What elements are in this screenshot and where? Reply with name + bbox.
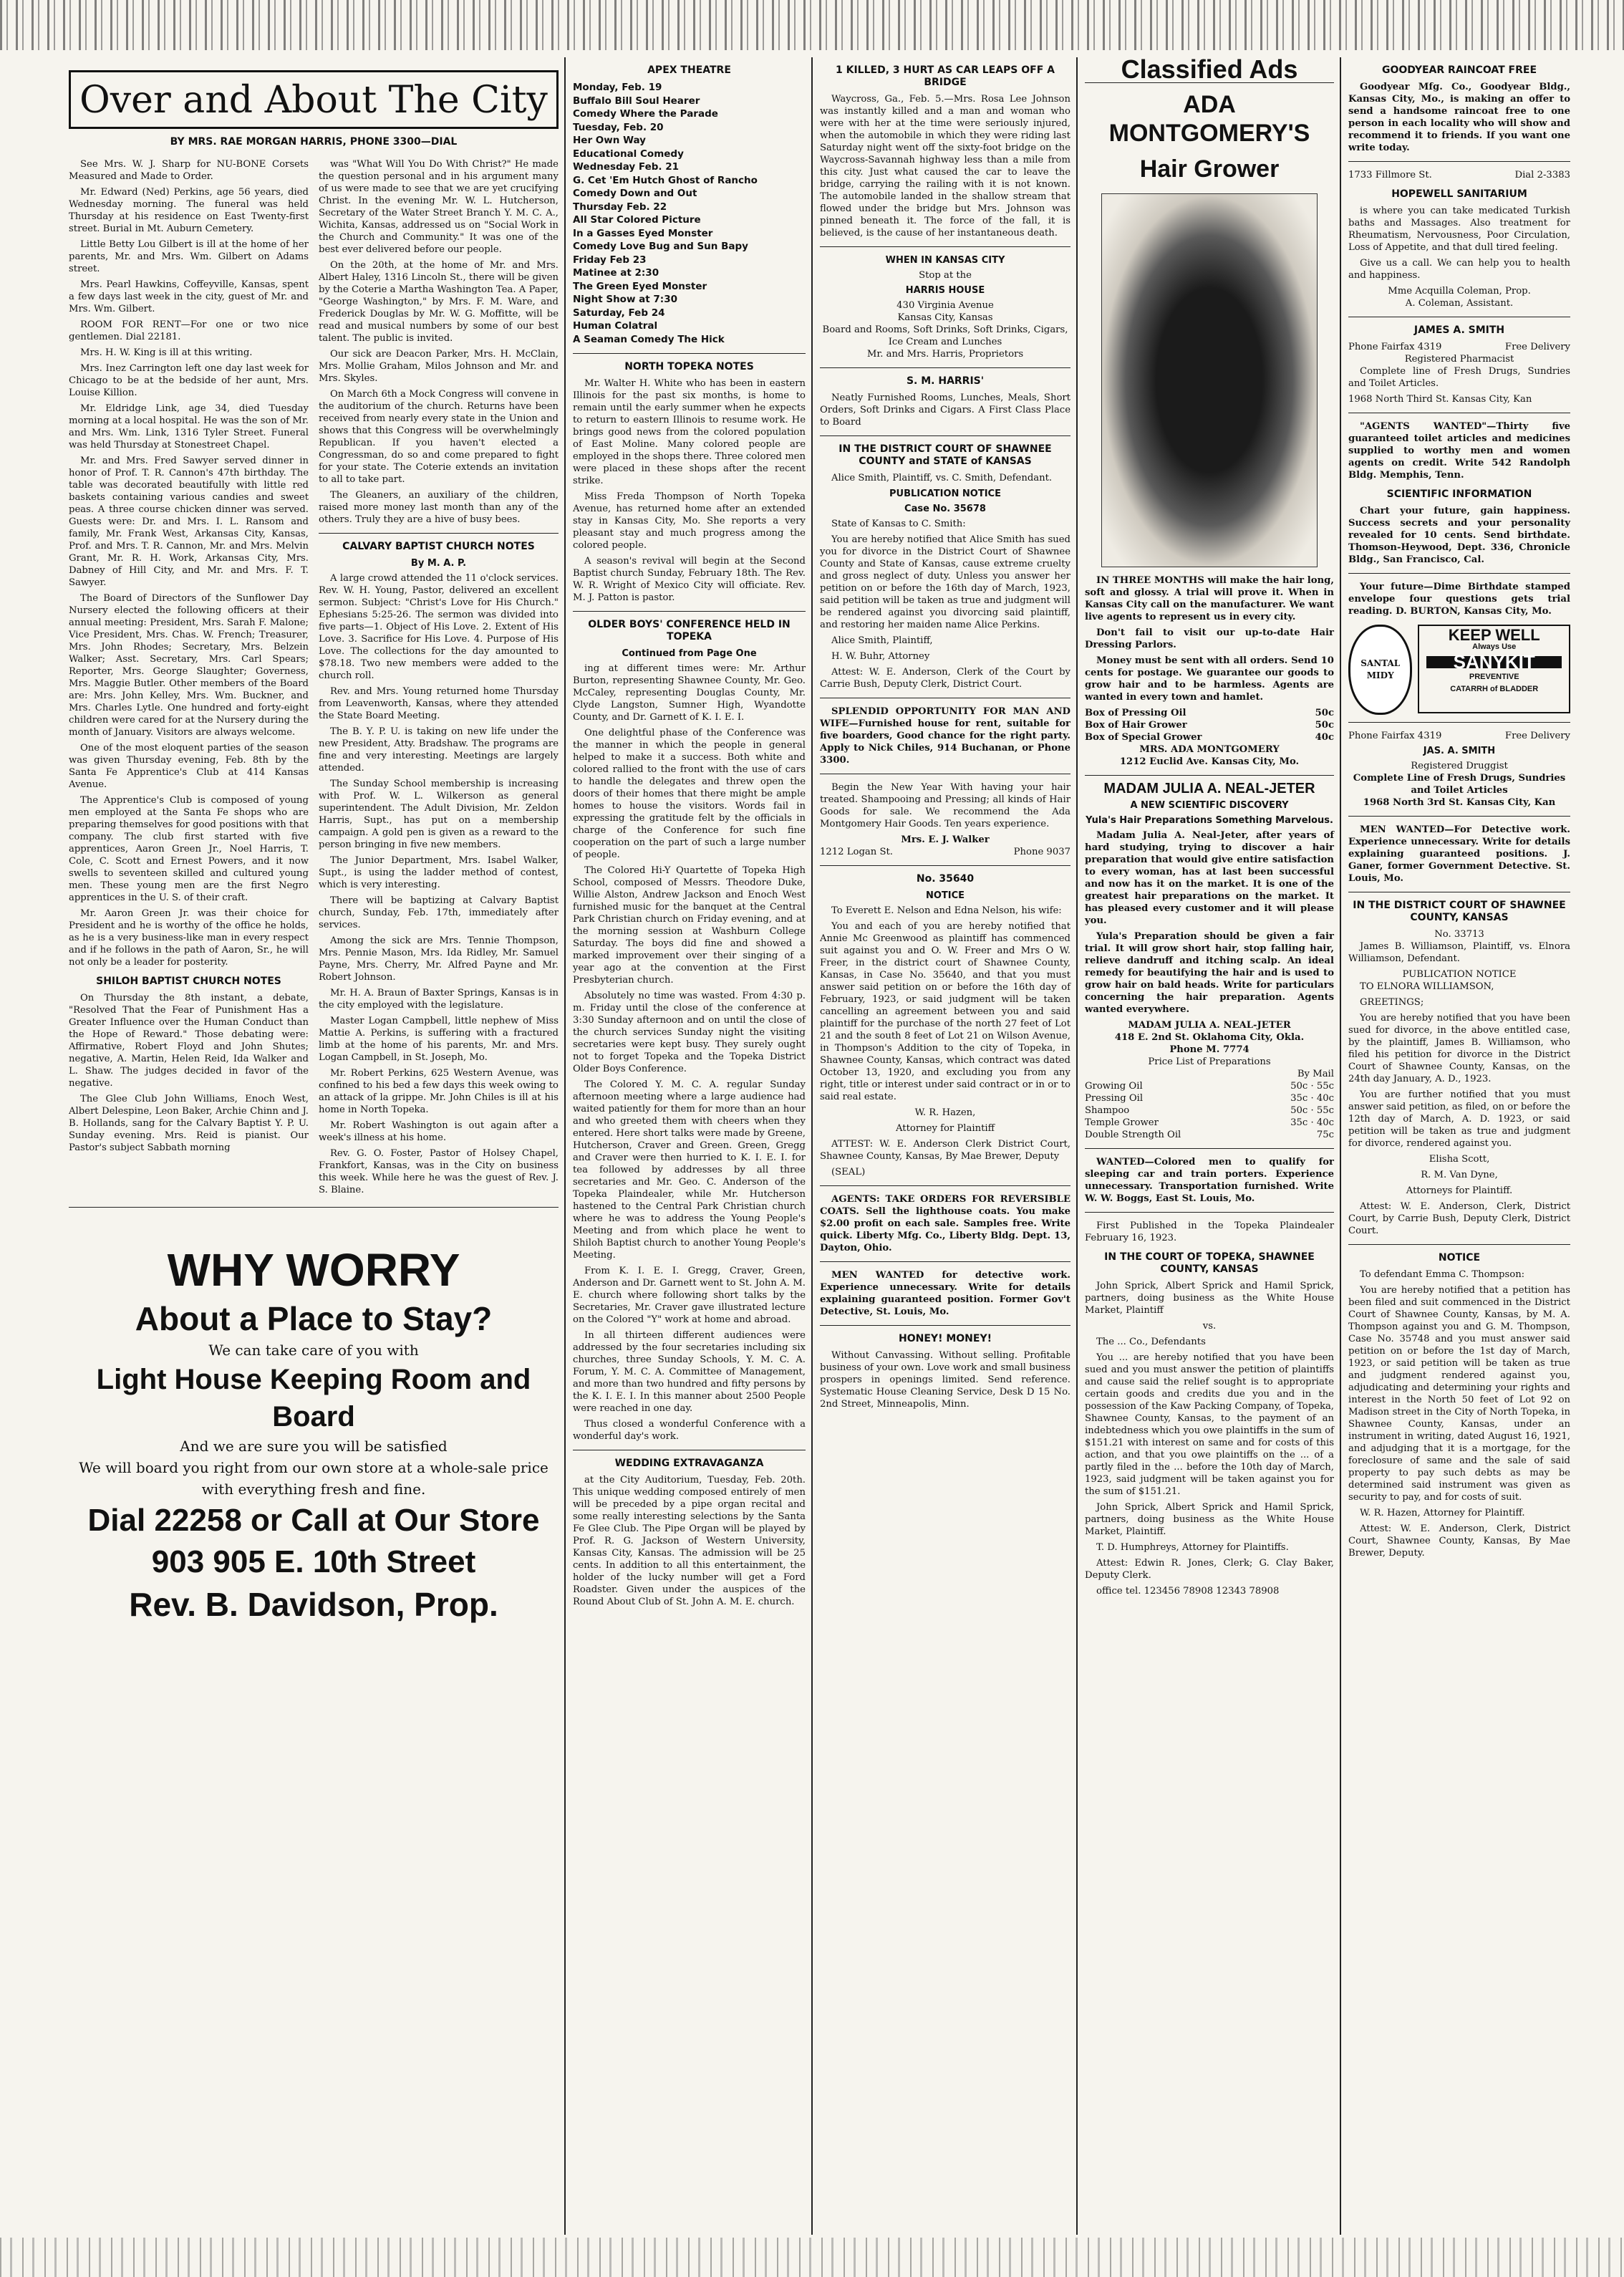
harris-line: Mr. and Mrs. Harris, Proprietors [866,349,1024,360]
divider [1085,1212,1334,1213]
schedule-line: Saturday, Feb 24 [573,307,665,319]
divider [1085,775,1334,776]
why-worry-ad [69,1242,559,1626]
column-city-news [62,57,564,2235]
calvary-byline: By M. A. P. [410,558,467,569]
city-news-split [69,158,559,1200]
schedule-line: G. Cet 'Em Hutch Ghost of Rancho [573,174,758,186]
neal-jeter-sub2: Yula's Hair Preparations Something Marvelous. [1086,815,1333,826]
price-value: 50c [1290,1081,1308,1092]
smith-text: Complete line of Fresh Drugs, Sundries and Toilet Articles. [1348,366,1570,389]
price-row [1085,707,1334,719]
hopewell-address: 1733 Fillmore St. [1348,170,1432,180]
price-item: Double Strength Oil [1085,1130,1181,1140]
news-item: Mrs. Inez Carrington left one day last week for Chicago to be at the bedside of her aunt, Mrs. Louise Killion. [69,363,309,398]
notice2-heading: NOTICE [925,890,965,901]
notice2-paragraph: To Everett E. Nelson and Edna Nelson, his wife: [831,905,1062,916]
city-news-right [319,158,559,1200]
news-item: Little Betty Lou Gilbert is ill at the home of her parents, Mr. and Mrs. Wm. Gilbert on Adams street. [69,239,309,274]
older-boys-paragraph: Thus closed a wonderful Conference with a wonderful day's work. [573,1419,806,1442]
ad-address: 903 905 E. 10th Street [151,1544,476,1579]
neal-jeter-sub: A NEW SCIENTIFIC DISCOVERY [1130,800,1289,811]
goodyear-text: Goodyear Mfg. Co., Goodyear Bldg., Kansas City, Mo., is making an offer to send a handsome raincoat free to one person in each locality who will show and recommend it to friends. If you want one write today. [1348,82,1570,153]
news-item: was "What Will You Do With Christ?" He made the question personal and in his argument many of us were made to see that we are yet crucifying Christ. In the evening Mr. W. L. Hutcherson, Secretary of the Water Street Branch Y. M. C. A., Wichita, Kansas, addressed us on "Social Work in the Church and Community." It was one of the best ever delivered before our people. [319,159,559,255]
divider [573,353,806,354]
walker-name: Mrs. E. J. Walker [901,834,990,845]
schedule-line: Wednesday Feb. 21 [573,161,679,173]
divider [820,865,1070,866]
future-ad: Your future—Dime Birthdate stamped envelope four questions gets trial reading. D. BURTON, Kansas City, Mo. [1348,582,1570,617]
schedule-line: Comedy Where the Parade [573,108,718,120]
schedule-line: Thursday Feb. 22 [573,201,667,213]
divider [820,246,1070,247]
news-item: Mrs. H. W. King is ill at this writing. [80,347,253,358]
honey-text: Without Canvassing. Without selling. Profitable business of your own. Love work and small business prospers in openings limited. Send reference. Systematic House Cleaning Service, Desk D 15 No. 2nd Street, Minneapolis, Minn. [820,1350,1070,1410]
logo-ads [1348,625,1570,715]
smith2-text: Complete Line of Fresh Drugs, Sundries and Toilet Articles [1353,773,1566,796]
ad-phone: Dial 22258 or Call at Our Store [87,1503,540,1538]
older-boys-paragraph: ing at different times were: Mr. Arthur Burton, representing Shawnee County, Mr. Geo. McCaley, representing Douglas County, Mr. Clyde Langston, Sumner High, Wyandotte County, and Dr. Garnett of K. I. E. I. [573,663,806,723]
agents-wanted-ad: "AGENTS WANTED"—Thirty five guaranteed toilet articles and medicines supplied to worthy men and women agents on credit. Write 542 Randolph Bldg. Memphis, Tenn. [1348,421,1570,481]
wanted-ad: WANTED—Colored men to qualify for sleeping car and train porters. Experience unnecessary. Transportation furnished. Write W. W. Boggs, East St. Louis, Mo. [1085,1157,1334,1204]
splendid-ad: SPLENDID OPPORTUNITY FOR MAN AND WIFE—Furnished house for rent, suitable for five boarders, Good chance for the right party. Apply to Nick Chiles, 914 Buchanan, or Phone 3300. [820,706,1070,766]
schedule-line: Comedy Love Bug and Sun Bapy [573,241,748,252]
ad-line: And we are sure you will be satisfied [180,1438,448,1455]
neal-jeter-title: MADAM JULIA A. NEAL-JETER [1103,781,1315,796]
montgomery-title: ADA MONTGOMERY'S [1108,91,1310,147]
ad-proprietor: Rev. B. Davidson, Prop. [129,1586,498,1623]
price-item: Box of Hair Grower [1085,720,1187,731]
divider [820,1325,1070,1326]
schedule-line: Human Colatral [573,320,658,332]
montgomery-address: 1212 Euclid Ave. Kansas City, Mo. [1119,756,1300,767]
smith2-contact [1348,730,1570,742]
sanykit-logo [1418,625,1570,713]
calvary-heading: CALVARY BAPTIST CHURCH NOTES [342,541,535,552]
price-row: Shampoo 50c · 55c [1085,1105,1334,1116]
harris-line: WHEN IN KANSAS CITY [885,255,1005,266]
harris-line: Kansas City, Kansas [897,312,993,323]
price-value: 35c [1290,1117,1308,1128]
schedule-line: Matinee at 2:30 [573,267,659,279]
smith-contact [1348,341,1570,353]
divider [319,533,559,534]
santal-label: SANTAL MIDY [1360,658,1401,680]
news-item: The Gleaners, an auxiliary of the children, raised more money last month than any of the others. Truly they are a hive of busy bees. [319,490,559,525]
divider [1348,722,1570,723]
neal-jeter-address: 418 E. 2nd St. Oklahoma City, Okla. [1114,1032,1305,1043]
hopewell-contact [1348,169,1570,181]
news-item: One of the most eloquent parties of the season was given Thursday evening, Feb. 8th by the Santa Fe Apprentice's Club at 414 Kansas Avenue. [69,743,309,790]
news-item: The Apprentice's Club is composed of young men employed at the Santa Fe shops who are preparing themselves for good positions with that company. The club first started with five apprentices, Aaron Green Jr., Noel Harris, T. Cole, C. Scott and Ernest Powers, and it now swells to seventeen skilled and cultured young men. These young men are the first Negro apprentices in the U. S. of their craft. [69,795,309,903]
calvary-paragraph: Mr. Robert Washington is out again after a week's illness at his home. [319,1120,559,1143]
walker-text: Begin the New Year With having your hair treated. Shampooing and Pressing; all kinds of Hair Goods for sale. We recommend the Ada Montgomery Hair Goods. Ten years experience. [820,782,1070,829]
older-boys-paragraph: The Colored Y. M. C. A. regular Sunday afternoon meeting where a large audience had waited patiently for them for more than an hour and who greeted them with cheers when they entered. Here short talks were made by Greene, Hutcherson, Craver and Green. Green, Gregg and Craver were then hurried to K. I. E. I. for tea followed by addresses by all three secretaries and Mr. Geo. C. Anderson of the Topeka Plaindealer, while Mr. Hutcherson hastened to the Central Park Christian church where he was to address the Young People's Meeting and from which place he went to Shiloh Baptist church to another Young People's Meeting. [573,1079,806,1261]
news-item: Mrs. Pearl Hawkins, Coffeyville, Kansas, spent a few days last week in the city, guest of Mr. and Mrs. Wm. Gilbert. [69,279,309,314]
smith-delivery: Free Delivery [1504,342,1570,352]
neal-jeter-paragraph: Yula's Preparation should be given a fair trial. It will grow short hair, stop falling hair, relieve dandruff and itching scalp. An ideal remedy for beautifying the hair and is used to grow hair on bald heads. Write for particulars concerning the hair preparation. Agents wanted everywhere. [1085,931,1334,1015]
portrait-photo [1101,193,1318,567]
price-row: Pressing Oil 35c · 40c [1085,1093,1334,1104]
montgomery-paragraph: IN THREE MONTHS will make the hair long, soft and glossy. A trial will prove it. When in Kansas City call on the manufacturer. We want live agents to represent us in every city. [1085,575,1334,622]
notice4-paragraph: Attorneys for Plaintiff. [1406,1185,1513,1196]
notice5-paragraph: To defendant Emma C. Thompson: [1360,1269,1525,1280]
notice1-paragraph: Alice Smith, Plaintiff, [831,635,933,646]
notice4-paragraph: Elisha Scott, [1429,1154,1490,1165]
harris-line: 430 Virginia Avenue [896,300,994,311]
calvary-paragraph: Among the sick are Mrs. Tennie Thompson, Mrs. Pennie Mason, Mrs. Ida Ridley, Mr. Samuel Payne, Mrs. Cherry, Mr. Alfred Payne and Mr. Robert Johnson. [319,935,559,983]
mail-price: 55c [1316,1081,1334,1092]
killed-heading: 1 KILLED, 3 HURT AS CAR LEAPS OFF A BRIDGE [836,64,1055,88]
masthead-byline: BY MRS. RAE MORGAN HARRIS, PHONE 3300—DIAL [170,136,458,148]
notice2-number: No. 35640 [916,873,975,885]
santal-midy-logo [1348,625,1412,715]
calvary-paragraph: Rev. G. O. Foster, Pastor of Holsey Chapel, Frankfort, Kansas, was in the City on business this week. While here he was the guest of Rev. J. S. Blaine. [319,1148,559,1195]
shiloh-paragraph: On Thursday the 8th instant, a debate, "Resolved That the Fear of Punishment Has a Greater Influence over the Human Conduct than the Hope of Reward." Those debating were: Affirmative, Robert Floyd and John Shutes; negative, A. Martin, Helen Reid, Ida Walker and L. Shaw. The judges decided in favor of the negative. [69,993,309,1089]
divider [69,1207,559,1208]
older-boys-paragraph: Absolutely no time was wasted. From 4:30 p. m. Friday until the close of the conference at 3:30 Sunday afternoon and on until the close of the church services Sunday night the visiting secretaries were kept busy. They surely ought not to forget Topeka and the Topeka District Older Boys Conference. [573,991,806,1074]
schedule-line: All Star Colored Picture [573,214,701,226]
price-item: Growing Oil [1085,1081,1143,1092]
schedule-line: Friday Feb 23 [573,254,647,266]
preventive-label: PREVENTIVE [1469,673,1519,681]
schedule-line: A Seaman Comedy The Hick [573,333,725,345]
price-row [1085,731,1334,743]
notice1-paragraph: State of Kansas to C. Smith: [831,519,966,529]
mail-price: 55c [1316,1105,1334,1116]
notice3-paragraph: John Sprick, Albert Sprick and Hamil Sprick, partners, doing business as the White House Market, Plaintiff [1085,1281,1334,1316]
notice4-paragraph: You are further notified that you must answer said petition, as filed, on or before the 12th day of March, A. D. 1923, or said petition will be taken as true and judgment for divorce, rendered against you. [1348,1089,1570,1149]
north-topeka-paragraph: Miss Freda Thompson of North Topeka Avenue, has returned home after an extended stay in Kansas City, Mo. She reports a very pleasant stay and much progress among the colored people. [573,491,806,551]
notice1-paragraph: PUBLICATION NOTICE [889,488,1001,499]
notice2-paragraph: ATTEST: W. E. Anderson Clerk District Court, Shawnee County, Kansas, By Mae Brewer, Deputy [820,1139,1070,1162]
hopewell-signature: A. Coleman, Assistant. [1405,298,1514,309]
calvary-paragraph: Rev. and Mrs. Young returned home Thursday from Leavenworth, Kansas, where they attended the State Board Meeting. [319,686,559,721]
sm-harris-text: Neatly Furnished Rooms, Lunches, Meals, Short Orders, Soft Drinks and Cigars. A First Class Place to Board [820,393,1070,428]
older-boys-paragraph: From K. I. E. I. Gregg, Craver, Green, Anderson and Dr. Garnett went to St. John A. M. E. church where following short talks by the Secretaries, Mr. Craver gave illustrated lecture on the Colored "Y" work at home and abroad. [573,1266,806,1325]
agents-ad: AGENTS: TAKE ORDERS FOR REVERSIBLE COATS. Sell the lighthouse coats. You make $2.00 profit on each sale. Samples free. Write quick. Liberty Mfg. Co., Liberty Bldg. Dept. 13, Dayton, Ohio. [820,1194,1070,1253]
keep-well-label: KEEP WELL [1448,626,1540,644]
notice3-paragraph: Attest: Edwin R. Jones, Clerk; G. Clay Baker, Deputy Clerk. [1085,1558,1334,1581]
price-list-heading: Price List of Preparations [1148,1056,1271,1067]
harris-house-ad [820,254,1070,360]
divider [1348,816,1570,817]
notice3-paragraph: office tel. 123456 78908 12343 78908 [1096,1586,1280,1597]
notice5-paragraph: You are hereby notified that a petition has been filed and suit commenced in the District Court of Shawnee County, Kansas, by M. A. Thompson against you and G. M. Thompson, Case No. 35748 and you must answer said petition on or before the 1st day of March, 1923, or said petition will be taken as true and judgment rendered against you, adjudicating and determining your rights and interest in the North 50 feet of Lot 92 on Madison street in the City of North Topeka, in Shawnee County, Kansas, under an instrument in writing, dated August 16, 1921, and adjudging that it is a mortgage, for the foreclosure of same and the sale of said property to pay such debts as may be determined said instrument was given as security to pay, and for costs of suit. [1348,1285,1570,1503]
notice3-paragraph: T. D. Humphreys, Attorney for Plaintiffs. [1096,1542,1289,1553]
hopewell-dial: Dial 2-3383 [1514,170,1570,180]
notice2-paragraph: Attorney for Plaintiff [896,1123,995,1134]
first-published: First Published in the Topeka Plaindealer February 16, 1923. [1085,1221,1334,1243]
smith-heading: JAMES A. SMITH [1413,324,1505,336]
smith2-delivery: Free Delivery [1504,731,1570,741]
mail-price: 75c [1316,1130,1334,1140]
news-item: Mr. Eldridge Link, age 34, died Tuesday morning at a local hospital. He was the son of Mr. and Mrs. Wm. Link, 1316 Tyler Street. Funeral was held Thursday at Stonestreet Chapel. [69,403,309,451]
notice4-number: No. 33713 [1434,929,1484,940]
older-boys-paragraph: The Colored Hi-Y Quartette of Topeka High School, composed of Messrs. Theodore Duke, Willie Alston, Andrew Jackson and Enoch West furnished music for the banquet at the Central Park Christian church on Friday evening, and at the morning session at Washburn College Saturday. The boys did fine and showed a marked improvement over their singing of a year ago at the convention at the First Presbyterian church. [573,865,806,986]
walker-contact [820,846,1070,858]
smith2-registered: Registered Druggist [1411,761,1508,771]
scientific-text: Chart your future, gain happiness. Success secrets and your personality revealed for 10 cents. Send birthdate. Thomson-Heywood, Dept. 336, Chronicle Bldg., San Francisco, Cal. [1348,506,1570,565]
neal-jeter-paragraph: Madam Julia A. Neal-Jeter, after years of hard studying, trying to discover a hair preparation that would give entire satisfaction to every woman, has at last been successful and now has it on the market. It is one of the greatest hair preparations on the market. It has pleased every customer and it will please you. [1085,830,1334,926]
news-item: Mr. Aaron Green Jr. was their choice for President and he is worthy of the office he holds, as he is a very business-like man in every respect and if he follows in the path of Aaron, Sr., he will not only be a leader for posterity. [69,908,309,968]
calvary-paragraph: The B. Y. P. U. is taking on new life under the new President, Atty. Bradshaw. The programs are fine and very interesting. Meetings are largely attended. [319,726,559,774]
price-row [1085,719,1334,731]
ad-line: We will board you right from our own store at a whole-sale price with everything fresh and fine. [79,1459,548,1498]
ad-offer: Light House Keeping Room and Board [96,1364,531,1433]
masthead-box [69,70,559,129]
torn-top-edge [0,0,1624,50]
calvary-paragraph: Mr. Robert Perkins, 625 Western Avenue, was confined to his bed a few days this week owing to an attack of la grippe. Mr. John Chiles is ill at his home in North Topeka. [319,1068,559,1115]
schedule-line: Buffalo Bill Soul Hearer [573,95,700,107]
smith2-phone: Phone Fairfax 4319 [1348,731,1442,741]
news-item: On the 20th, at the home of Mr. and Mrs. Albert Haley, 1316 Lincoln St., there will be given by the Coterie a Martha Washington Tea. A Paper, "George Washington," by Mrs. F. M. Ware, and Frederick Douglas by Mr. W. G. Moffitte, will be read and musical numbers by some of our best talent. The public is invited. [319,260,559,344]
schedule-line: The Green Eyed Monster [573,280,707,292]
notice3-paragraph: vs. [1202,1321,1217,1332]
notice3-heading: IN THE COURT OF TOPEKA, SHAWNEE COUNTY, KANSAS [1104,1251,1315,1275]
ad-subheadline: About a Place to Stay? [135,1300,493,1337]
calvary-paragraph: Master Logan Campbell, little nephew of Miss Mattie A. Perkins, is suffering with a fractured limb at the home of his parents, Mr. and Mrs. Logan Campbell, in St. Joseph, Mo. [319,1016,559,1063]
notice5-paragraph: W. R. Hazen, Attorney for Plaintiff. [1360,1508,1525,1518]
notice1-paragraph: You are hereby notified that Alice Smith has sued you for divorce in the District Court of Shawnee County and State of Kansas, cause extreme cruelty and gross neglect of duty. Unless you answer her petition on or before the 16th day of March, 1923, said petition will be taken as true and judgment will be rendered against you divorcing said plaintiff, and restoring her maiden name Alice Perkins. [820,534,1070,630]
honey-heading: HONEY! MONEY! [899,1333,992,1344]
notice4-heading: IN THE DISTRICT COURT OF SHAWNEE COUNTY, KANSAS [1353,900,1566,923]
neal-jeter-name: MADAM JULIA A. NEAL-JETER [1128,1020,1291,1031]
smith2-name: JAS. A. SMITH [1423,746,1496,756]
goodyear-heading: GOODYEAR RAINCOAT FREE [1381,64,1537,76]
notice1-paragraph: Case No. 35678 [904,504,986,514]
apex-schedule [573,81,806,346]
calvary-paragraph: Mr. H. A. Braun of Baxter Springs, Kansas is in the city employed with the legislature. [319,988,559,1011]
north-topeka-paragraph: A season's revival will begin at the Second Baptist church Sunday, February 18th. The Rev. W. R. Wright of Mexico City will officiate. Rev. M. J. Patton is pastor. [573,556,806,603]
smith2-address: 1968 North 3rd St. Kansas City, Kan [1363,797,1556,808]
smith-phone: Phone Fairfax 4319 [1348,342,1442,352]
hopewell-text: is where you can take medicated Turkish baths and Massages. Also treatment for Rheumatism, Nervousness, Poor Circulation, Loss of Appetite, and that dull tired feeling. [1348,206,1570,253]
notice2-paragraph: W. R. Hazen, [914,1107,976,1118]
price-item: Box of Pressing Oil [1085,708,1186,718]
price-value: 50c [1315,720,1334,731]
smith-registered: Registered Pharmacist [1404,354,1514,365]
price-item: Box of Special Grower [1085,732,1202,743]
divider [1348,161,1570,162]
mail-price: 40c [1316,1093,1334,1104]
notice4-parties: James B. Williamson, Plaintiff, vs. Elnora Williamson, Defendant. [1348,941,1570,964]
older-boys-sub: Continued from Page One [622,648,757,659]
walker-phone: Phone 9037 [1013,847,1070,857]
price-row: Temple Grower 35c · 40c [1085,1117,1334,1128]
older-boys-heading: OLDER BOYS' CONFERENCE HELD IN TOPEKA [588,619,791,642]
notice3-paragraph: You ... are hereby notified that you have been sued and you must answer the petition of plaintiffs and cause said the relief sought is to appropriate certain goods and credits due you and in the possession of the Kaw Packing Company, of Topeka, Shawnee County, Kansas, to the payment of an indebtedness which you owe plaintiffs in the sum of $151.21 with interest on same and for costs of this action, and that you owe plaintiffs on the ... of a partly filed in the ... before the 10th day of March, 1923, said judgment will be taken against you for the sum of $151.21. [1085,1352,1334,1497]
ad-headline: WHY WORRY [167,1244,460,1296]
notice1-paragraph: H. W. Buhr, Attorney [831,651,930,662]
price-value: 35c [1290,1093,1308,1104]
calvary-paragraph: The Sunday School membership is increasing with Prof. W. L. Wilkerson as general superintendent. The Adult Division, Mr. Zeldon Harris, Supt., has put on a membership campaign. A gold pen is given as a reward to the person bringing in five new members. [319,779,559,850]
by-mail-label: By Mail [1297,1069,1334,1079]
notice5-paragraph: Attest: W. E. Anderson, Clerk, District Court, Shawnee County, Kansas, By Mae Brewer, Deputy. [1348,1523,1570,1559]
calvary-paragraph: The Junior Department, Mrs. Isabel Walker, Supt., is using the ladder method of contest, which is very interesting. [319,855,559,890]
price-value: 50c [1290,1105,1308,1116]
shiloh-paragraph: The Glee Club John Williams, Enoch West, Albert Delespine, Leon Baker, Archie Chinn and J. B. Hollands, sang for the Calvary Baptist Y. P. U. Sunday evening. Mrs. Reid is pianist. Our Pastor's subject Sabbath morning [69,1094,309,1153]
divider [1348,573,1570,574]
notice4-publication: PUBLICATION NOTICE [1402,969,1517,980]
neal-jeter-phone: Phone M. 7774 [1169,1044,1250,1055]
men-wanted-ad-2: MEN WANTED—For Detective work. Experience unnecessary. Write for details explaining guaranteed positions. J. Ganer, former Government Detective. St. Louis, Mo. [1348,824,1570,884]
price-item: Temple Grower [1085,1117,1159,1128]
torn-bottom-edge [0,2238,1624,2277]
notice4-greeting: GREETINGS; [1360,997,1424,1008]
ad-line: We can take care of you with [208,1342,419,1359]
montgomery-prices [1085,707,1334,743]
catarrh-label: CATARRH of BLADDER [1450,685,1539,693]
divider [573,611,806,612]
column-classified [1076,57,1340,2235]
price-value: 50c [1315,708,1334,718]
older-boys-paragraph: One delightful phase of the Conference was the manner in which the people in general helped to make it a success. Both white and colored rallied to the front with the use of cars to handle the delegates and threw open the doors of their homes that there might be ample homes to house the visitors. Words fail in expressing the gratitude felt by the officials in charge of the Conference for such fine cooperation on the part of such a large number of people. [573,728,806,860]
montgomery-paragraph: Money must be sent with all orders. Send 10 cents for postage. We guarantee our goods to grow hair and to be harmless. Agents are wanted in every town and hamlet. [1085,655,1334,703]
price-item: Pressing Oil [1085,1093,1144,1104]
column-ads [1340,57,1576,2235]
notice4-to: TO ELNORA WILLIAMSON, [1360,981,1494,992]
notice4-paragraph: You are hereby notified that you have been sued for divorce, in the above entitled case, by the plaintiff, James B. Williamson, who filed his petition for divorce in the District Court of Shawnee County, Kansas, on the 24th day January, A. D., 1923. [1348,1013,1570,1084]
sm-harris-heading: S. M. HARRIS' [906,375,985,387]
news-item: The Board of Directors of the Sunflower Day Nursery elected the following officers at their annual meeting: President, Mrs. Sarah F. Malone; Vice President, Mrs. Chas. W. French; Treasurer, Mrs. John Rhodes; Secretary, Mrs. Belzein Walker; Asst. Secretary, Mrs. Carl Spears; Reporter, Mrs. George Slaughter; Governess, Mrs. Maggie Butler. Other members of the Board are: Mrs. John Kelley, Mrs. Wm. Buckner, and Mrs. Charles Lytle. One hundred and forty-eight children were cared for at the Nursery during the month of January. Visitors are always welcome. [69,593,309,738]
schedule-line: Her Own Way [573,135,646,146]
news-item: Mr. and Mrs. Fred Sawyer served dinner in honor of Prof. T. R. Cannon's 47th birthday. The table was decorated beautifully with little red baskets containing various candies and sweet peas. A three course chicken dinner was served. Guests were: Dr. and Mrs. I. L. Ransom and family, Mr. Frank West, Arkansas City, Kansas, Prof. and Mrs. T. R. Cannon, Mr. and Mrs. Melvin Grant, Mr. R. H. Work, Arkansas City, Mrs. Dabney of Hill City, and Mr. and Mrs. F. T. Sawyer. [69,456,309,588]
hopewell-heading: HOPEWELL SANITARIUM [1391,188,1527,200]
notice1-heading: IN THE DISTRICT COURT OF SHAWNEE COUNTY and STATE of KANSAS [838,443,1052,467]
always-use-label: Always Use [1472,642,1517,651]
sanykit-label: SANYKIT [1426,656,1562,668]
wedding-paragraph: at the City Auditorium, Tuesday, Feb. 20th. This unique wedding composed entirely of men will be preceded by a pipe organ recital and some really interesting selections by the Santa Fe Glee Club. The Pipe Organ will be played by Prof. R. G. Jackson of Western University, Kansas City, Kansas. The admission will be 25 cents. In addition to all this entertainment, the holder of the lucky number will get a Ford Roadster. Given under the auspices of the Round About Club of St. John A. M. E. church. [573,1475,806,1607]
notice4-paragraph: Attest: W. E. Anderson, Clerk, District Court, by Carrie Bush, Deputy Clerk, District Court. [1348,1201,1570,1236]
north-topeka-paragraph: Mr. Walter H. White who has been in eastern Illinois for the past six months, is home to remain until the early summer when he expects to return to eastern Illinois to resume work. He brings good news from the colored population of East Moline. Many colored people are employed in the shops there. Three colored men were placed in these shops after the recent strike. [573,378,806,486]
calvary-paragraph: There will be baptizing at Calvary Baptist church, Sunday, Feb. 17th, immediately after services. [319,895,559,930]
divider [820,1185,1070,1186]
north-topeka-heading: NORTH TOPEKA NOTES [624,361,754,372]
news-item: See Mrs. W. J. Sharp for NU-BONE Corsets Measured and Made to Order. [69,159,309,182]
masthead-title: Over and About The City [79,79,548,122]
notice5-heading: NOTICE [1438,1252,1481,1263]
classified-heading: Classified Ads [1121,57,1298,84]
notice3-paragraph: The ... Co., Defendants [1096,1337,1206,1347]
divider [820,435,1070,436]
news-item: Our sick are Deacon Parker, Mrs. H. McClain, Mrs. Mollie Graham, Milos Johnson and Mr. and Mrs. Skyles. [319,349,559,384]
montgomery-name: MRS. ADA MONTGOMERY [1139,744,1280,755]
notice4-paragraph: R. M. Van Dyne, [1421,1170,1498,1180]
schedule-line: Educational Comedy [573,148,684,160]
column-notices [811,57,1076,2235]
notice2-paragraph: (SEAL) [831,1167,866,1178]
news-item: ROOM FOR RENT—For one or two nice gentlemen. Dial 22181. [69,319,309,342]
notice1-paragraph: Attest: W. E. Anderson, Clerk of the Court by Carrie Bush, Deputy Clerk, District Court. [820,667,1070,690]
news-item: On March 6th a Mock Congress will convene in the auditorium of the church. Returns have been received from nearly every state in the Union and shows that this Congress will be overwhelmingly Republican. If you haven't elected a Congressman, do so and come prepared to fight for your state. The Coterie extends an invitation to all to take part. [319,389,559,485]
older-boys-paragraph: In all thirteen different audiences were addressed by the four secretaries including six churches, three Sunday Schools, Y. M. C. A. Forum, Y. M. C. A. Committee of Management, and more than two hundred and fifty persons by the K. I. E. I. In this manner about 2500 People were reached in one day. [573,1330,806,1414]
divider [1085,1148,1334,1149]
price-item: Shampoo [1085,1105,1130,1116]
walker-address: 1212 Logan St. [820,847,893,857]
divider [820,1261,1070,1262]
montgomery-subtitle: Hair Grower [1139,155,1280,183]
hopewell-signature: Mme Acquilla Coleman, Prop. [1388,286,1531,297]
divider [1348,1244,1570,1245]
men-wanted-ad: MEN WANTED for detective work. Experience unnecessary. Write for details explaining guaranteed position. Former Gov't Detective, St. Louis, Mo. [820,1270,1070,1317]
notice2-paragraph: You and each of you are hereby notified that Annie Mc Greenwood as plaintiff has commenced suit against you and O. W. Freer and Mrs O W. Freer, in the district court of Shawnee County, Kansas, in Case No. 35640, and that you must answer said petition on or before the 16th day of February, 1923, or said judgment will be taken cancelling an agreement between you and said plaintiff for the purchase of the north 27 feet of Lot 21 and the south 8 feet of Lot 21 on Wilson Avenue, in Thompson's Addition to the city of Topeka, in Shawnee County, Kansas, which contract was dated October 13, 1920, and excluding you from any right, title or interest under said contract or in or to said real estate. [820,921,1070,1102]
harris-name: HARRIS HOUSE [905,285,985,296]
divider [820,367,1070,368]
apex-heading: APEX THEATRE [647,64,731,76]
column-theatre [564,57,811,2235]
schedule-line: Comedy Down and Out [573,188,697,199]
scientific-heading: SCIENTIFIC INFORMATION [1386,488,1532,500]
montgomery-paragraph: Don't fail to visit our up-to-date Hair Dressing Parlors. [1085,627,1334,650]
harris-line: Board and Rooms, Soft Drinks, Soft Drinks, Cigars, Ice Cream and Lunches [822,324,1068,347]
city-news-left [69,158,309,1200]
harris-line: Stop at the [919,270,972,281]
smith-address: 1968 North Third St. Kansas City, Kan [1348,394,1532,405]
shiloh-heading: SHILOH BAPTIST CHURCH NOTES [96,976,281,987]
calvary-paragraph: A large crowd attended the 11 o'clock services. Rev. W. H. Young, Pastor, delivered an excellent sermon. Subject: "Christ's Love for His Church." Ephesians 5:25-26. The sermon was divided into five parts—1. Object of His Love. 2. Extent of His Love. 3. Sacrifice for His Love. 4. Purpose of His Love. The collections for the day amounted to $78.18. Two new members were added to the church roll. [319,573,559,681]
neal-jeter-prices [1085,1080,1334,1141]
wedding-heading: WEDDING EXTRAVAGANZA [614,1458,764,1469]
hopewell-text: Give us a call. We can help you to health and happiness. [1348,258,1570,281]
notice3-paragraph: John Sprick, Albert Sprick and Hamil Sprick, partners, doing business as the White House Market, Plaintiff. [1085,1502,1334,1537]
price-row [1085,1129,1334,1141]
price-value: 40c [1315,732,1334,743]
schedule-line: Night Show at 7:30 [573,294,677,305]
schedule-line: Tuesday, Feb. 20 [573,121,664,133]
notice1-paragraph: Alice Smith, Plaintiff, vs. C. Smith, Defendant. [831,473,1053,483]
killed-paragraph: Waycross, Ga., Feb. 5.—Mrs. Rosa Lee Johnson was instantly killed and a man and woman who were with her at the time were seriously injured, when the automobile in which they were riding last Saturday night went off the sixty-foot bridge on the Waycross-Savannah highway less than a mile from this city. Just what caused the car to leave the bridge, carrying the railing with it is not known. The automobile landed in the shallow stream that flowed under the bridge but Mrs. Johnson was pinned beneath it. The force of the fall, it is believed, is the cause of her instantaneous death. [820,94,1070,239]
schedule-line: In a Gasses Eyed Monster [573,227,713,239]
news-item: Mr. Edward (Ned) Perkins, age 56 years, died Wednesday morning. The funeral was held Thursday at his residence on East Twenty-first street. Burial in Mt. Auburn Cemetery. [69,187,309,234]
mail-price: 40c [1316,1117,1334,1128]
price-row: Growing Oil 50c · 55c [1085,1081,1334,1092]
schedule-line: Monday, Feb. 19 [573,82,662,93]
